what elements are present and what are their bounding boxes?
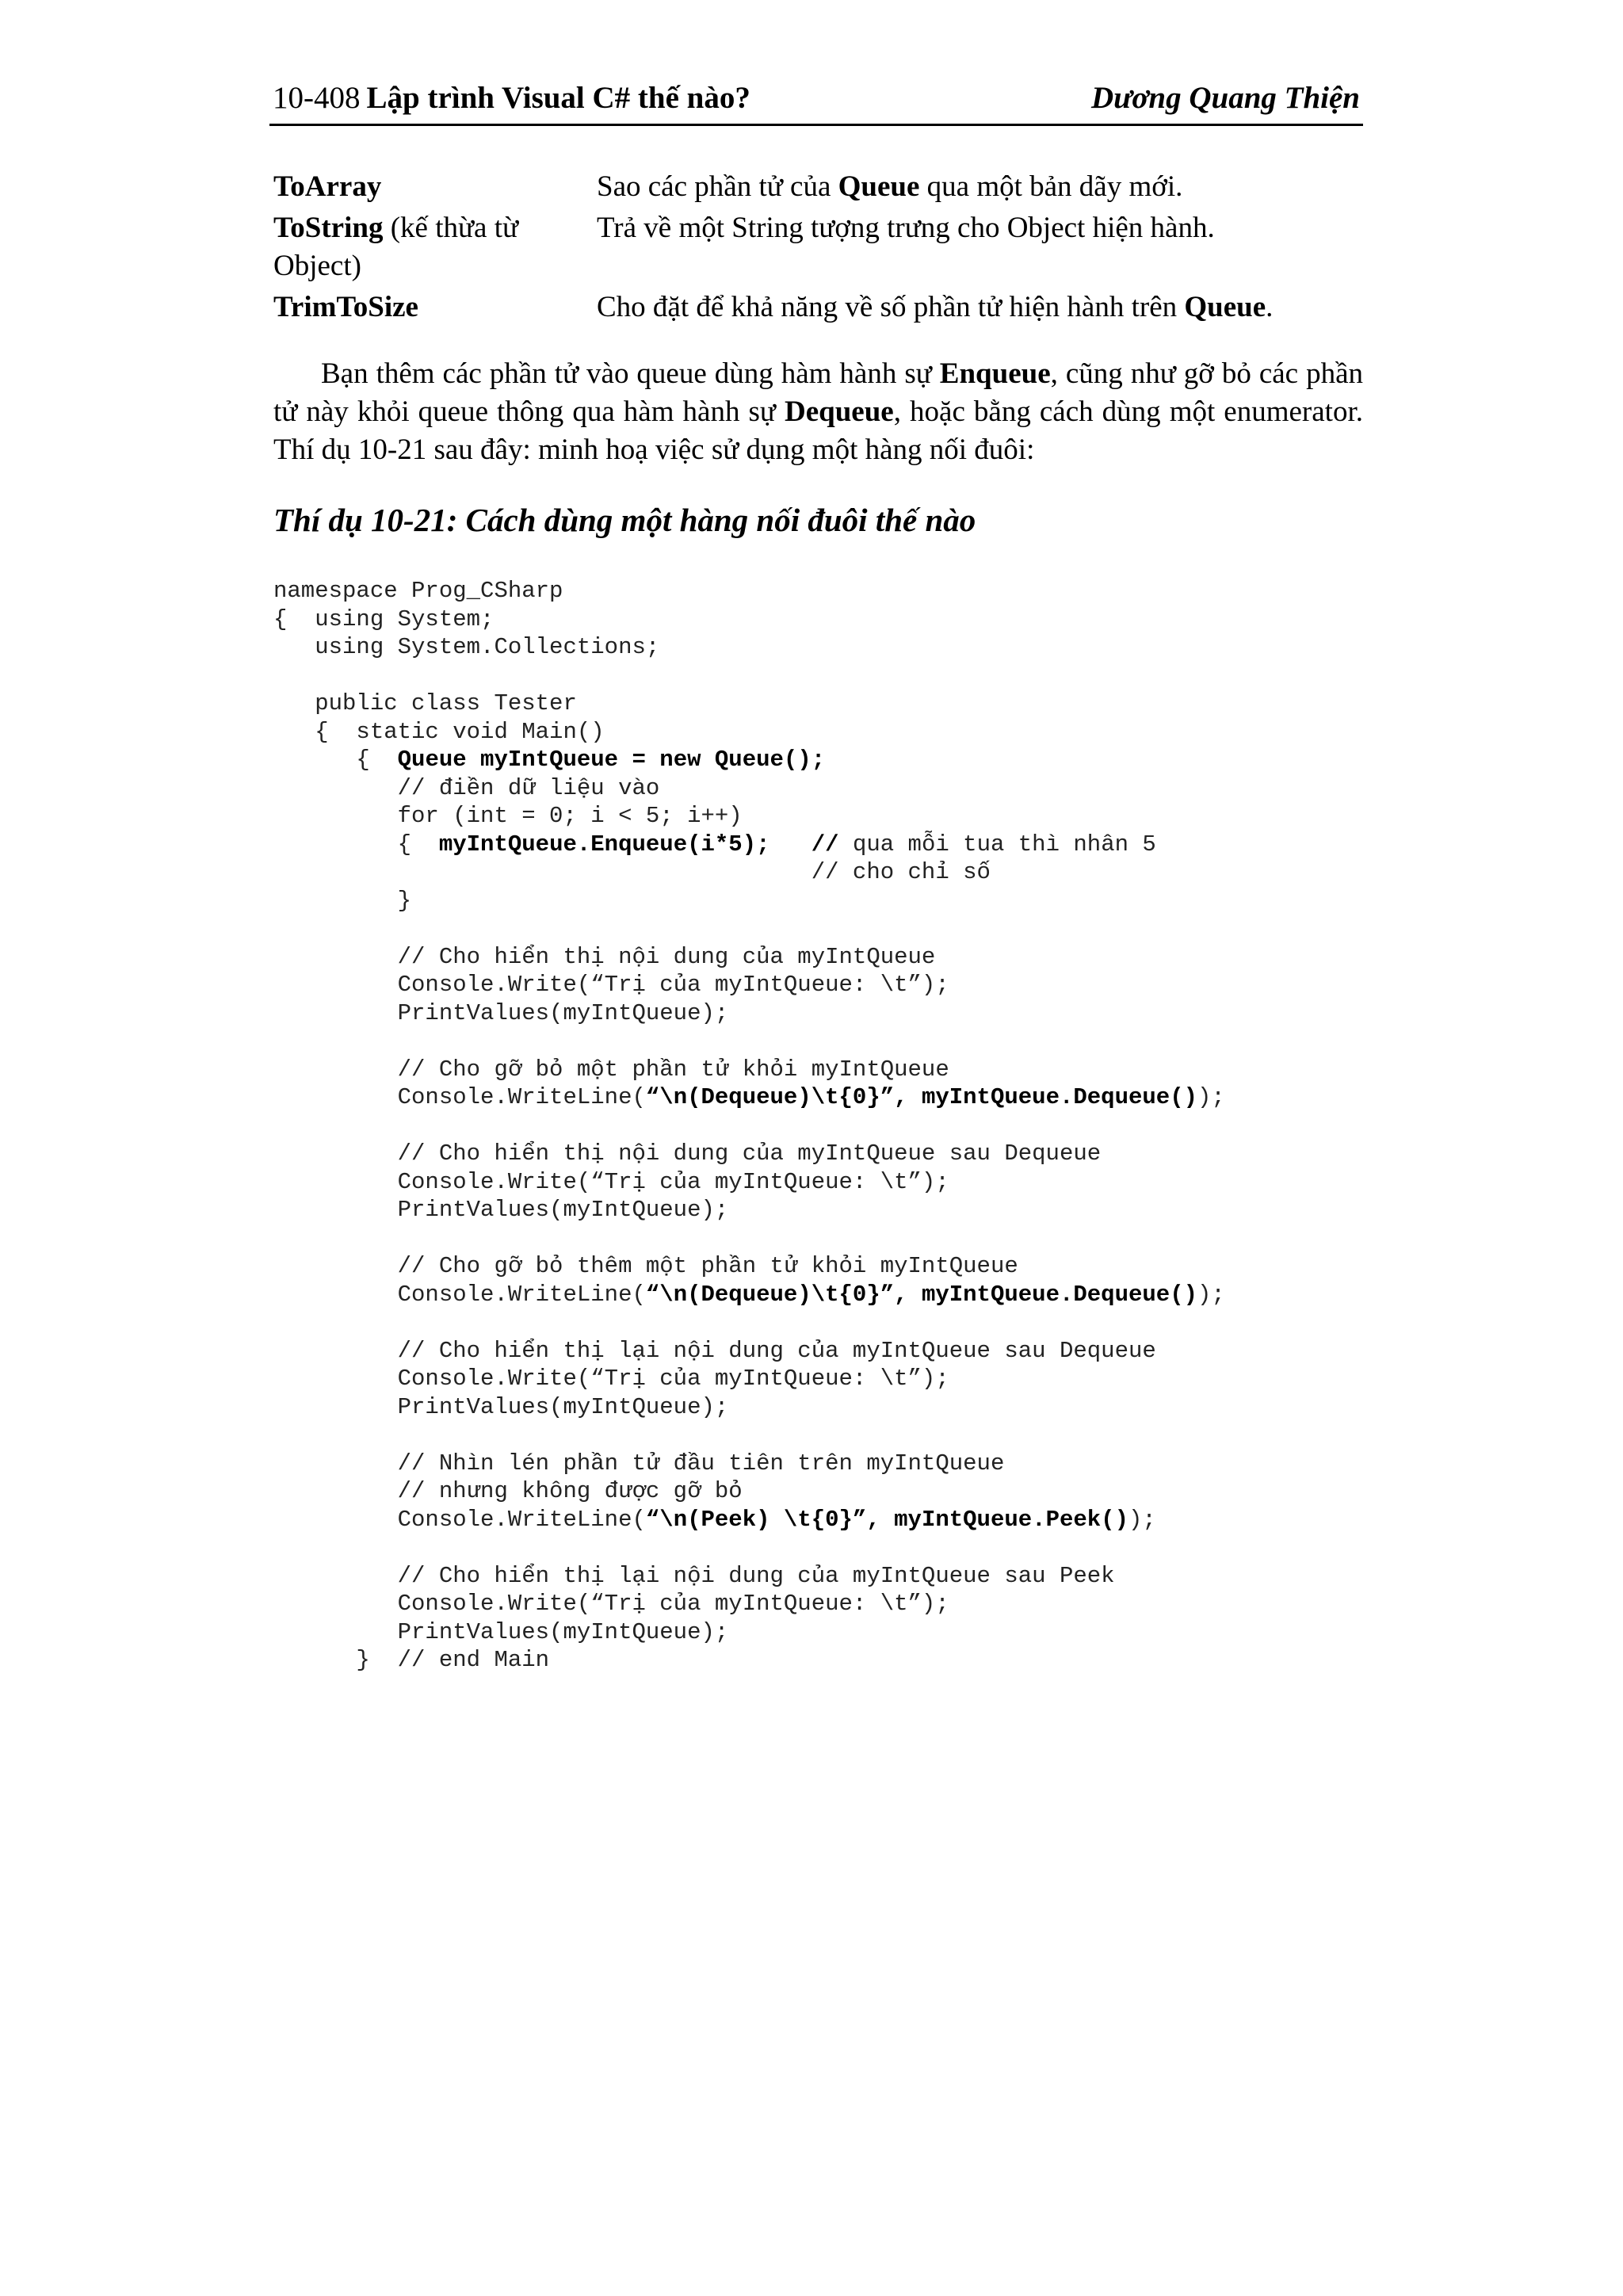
method-name-line2: Object) — [273, 250, 361, 282]
code-line — [273, 943, 1367, 972]
code-line — [273, 662, 1367, 690]
code-segment: // Cho hiển thị lại nội dung của myIntQueue sau Peek — [273, 1562, 1115, 1589]
code-line — [273, 1027, 1367, 1056]
page-header — [269, 76, 1363, 126]
code-segment: } // end Main — [273, 1647, 550, 1673]
code-line — [273, 1140, 1367, 1168]
method-description — [597, 288, 1367, 327]
code-line — [273, 1618, 1367, 1647]
code-line — [273, 971, 1367, 999]
code-segment: // Cho hiển thị lại nội dung của myIntQueue sau Dequeue — [273, 1337, 1156, 1364]
code-segment: // điền dữ liệu vào — [273, 774, 660, 801]
method-name: ToArray — [273, 170, 382, 203]
code-line — [273, 1083, 1367, 1112]
code-segment: “\n(Peek) \t{0}”, myIntQueue.Peek() — [645, 1506, 1128, 1533]
code-segment: myIntQueue.Enqueue(i*5); — [438, 831, 770, 858]
code-line — [273, 1365, 1367, 1393]
method-name-cell — [273, 209, 597, 285]
code-line — [273, 633, 1367, 662]
code-segment: { static void Main() — [273, 718, 605, 745]
code-line — [273, 577, 1367, 606]
code-line — [273, 1168, 1367, 1197]
code-line — [273, 774, 1367, 803]
code-line — [273, 999, 1367, 1028]
code-segment — [770, 831, 812, 858]
author-name: Dương Quang Thiện — [1090, 81, 1360, 115]
para-bold: Dequeue — [785, 395, 894, 428]
code-segment: public class Tester — [273, 690, 577, 716]
para-text: , cũng như gỡ bỏ các phần tử này khỏi queue thông qua hàm hành sự — [273, 357, 1364, 428]
code-segment: PrintValues(myIntQueue); — [273, 1393, 729, 1420]
code-segment: for (int = 0; i < 5; i++) — [273, 803, 743, 829]
desc-bold: Queue — [838, 170, 920, 203]
code-segment: using System.Collections; — [273, 634, 660, 660]
body-paragraph — [273, 355, 1363, 469]
code-line — [273, 1112, 1367, 1140]
code-segment: Console.WriteLine( — [273, 1506, 646, 1533]
code-line — [273, 1281, 1367, 1309]
code-line — [273, 1590, 1367, 1618]
code-segment: Console.WriteLine( — [273, 1084, 646, 1110]
desc-text: Cho đặt để khả năng về số phần tử hiện hành trên — [597, 291, 1185, 323]
code-line — [273, 1450, 1367, 1478]
method-name-suffix: (kế thừa từ — [383, 212, 519, 244]
code-line — [273, 1196, 1367, 1224]
code-line — [273, 1224, 1367, 1253]
code-line — [273, 1506, 1367, 1534]
method-description — [597, 168, 1367, 206]
header-left — [273, 80, 750, 116]
code-segment: // Cho hiển thị nội dung của myIntQueue sau Dequeue — [273, 1140, 1102, 1167]
code-segment: PrintValues(myIntQueue); — [273, 1618, 729, 1645]
code-line — [273, 831, 1367, 859]
code-segment: // Cho gỡ bỏ thêm một phần tử khỏi myIntQueue — [273, 1253, 1018, 1279]
code-segment: { — [273, 747, 398, 773]
code-segment: Queue myIntQueue = new Queue(); — [397, 747, 826, 773]
code-line — [273, 606, 1367, 634]
code-segment: “\n(Dequeue)\t{0}”, myIntQueue.Dequeue() — [645, 1281, 1198, 1308]
code-line — [273, 1477, 1367, 1506]
code-line — [273, 1337, 1367, 1366]
desc-text: qua một bản dãy mới. — [919, 170, 1183, 203]
code-segment: // nhưng không được gỡ bỏ — [273, 1478, 743, 1504]
method-name: TrimToSize — [273, 291, 418, 323]
example-title: Thí dụ 10-21: Cách dùng một hàng nối đuôi thế nào — [273, 502, 976, 538]
method-description — [597, 209, 1367, 285]
method-row — [273, 209, 1367, 285]
code-segment: } — [273, 887, 412, 914]
code-segment: namespace Prog_CSharp — [273, 578, 563, 604]
code-segment: ); — [1197, 1084, 1225, 1110]
code-segment: // Cho hiển thị nội dung của myIntQueue — [273, 943, 936, 970]
code-line — [273, 887, 1367, 915]
code-segment: qua mỗi tua thì nhân 5 — [838, 831, 1156, 858]
code-line — [273, 1534, 1367, 1562]
method-row — [273, 168, 1367, 206]
code-line — [273, 1056, 1367, 1084]
code-line — [273, 1562, 1367, 1591]
desc-text: Sao các phần tử của — [597, 170, 838, 203]
book-title: Lập trình Visual C# thế nào? — [366, 81, 750, 115]
code-listing — [273, 577, 1367, 1675]
code-line — [273, 858, 1367, 887]
code-segment: { using System; — [273, 606, 495, 632]
method-name: ToString — [273, 212, 384, 244]
method-name-cell — [273, 168, 597, 206]
page-number: 10-408 — [273, 81, 361, 115]
desc-bold: Queue — [1184, 291, 1266, 323]
code-line — [273, 1252, 1367, 1281]
code-segment: Console.WriteLine( — [273, 1281, 646, 1308]
code-segment: { — [273, 831, 439, 858]
code-segment: “\n(Dequeue)\t{0}”, myIntQueue.Dequeue() — [645, 1084, 1198, 1110]
code-segment: // cho chỉ số — [273, 859, 991, 885]
code-segment: Console.Write(“Trị của myIntQueue: \t”); — [273, 1366, 949, 1392]
code-line — [273, 1421, 1367, 1450]
code-line — [273, 718, 1367, 747]
code-segment: Console.Write(“Trị của myIntQueue: \t”); — [273, 1168, 949, 1195]
para-text: , hoặc bằng cách dùng một enumerator. Thí dụ 10-21 sau đây: minh hoạ việc sử dụng một hàng nối đuôi: — [273, 395, 1363, 466]
method-row — [273, 288, 1367, 327]
code-segment: // Nhìn lén phần tử đầu tiên trên myIntQueue — [273, 1450, 1005, 1477]
desc-text: . — [1266, 291, 1274, 323]
code-segment: Console.Write(“Trị của myIntQueue: \t”); — [273, 972, 949, 998]
code-line — [273, 1393, 1367, 1422]
code-line — [273, 1646, 1367, 1675]
code-line — [273, 746, 1367, 774]
code-segment: // — [811, 831, 839, 858]
desc-text: Trả về một String tượng trưng cho Object hiện hành. — [597, 212, 1215, 244]
code-segment: Console.Write(“Trị của myIntQueue: \t”); — [273, 1591, 949, 1617]
code-segment: PrintValues(myIntQueue); — [273, 1197, 729, 1223]
code-line — [273, 915, 1367, 943]
code-segment: // Cho gỡ bỏ một phần tử khỏi myIntQueue — [273, 1056, 949, 1083]
code-line — [273, 690, 1367, 718]
para-text: Bạn thêm các phần tử vào queue dùng hàm hành sự — [321, 357, 940, 390]
code-segment: PrintValues(myIntQueue); — [273, 999, 729, 1026]
methods-table — [273, 168, 1367, 330]
code-segment: ); — [1128, 1506, 1156, 1533]
code-line — [273, 1308, 1367, 1337]
method-name-cell — [273, 288, 597, 327]
para-bold: Enqueue — [939, 357, 1051, 390]
code-line — [273, 802, 1367, 831]
code-segment: ); — [1197, 1281, 1225, 1308]
